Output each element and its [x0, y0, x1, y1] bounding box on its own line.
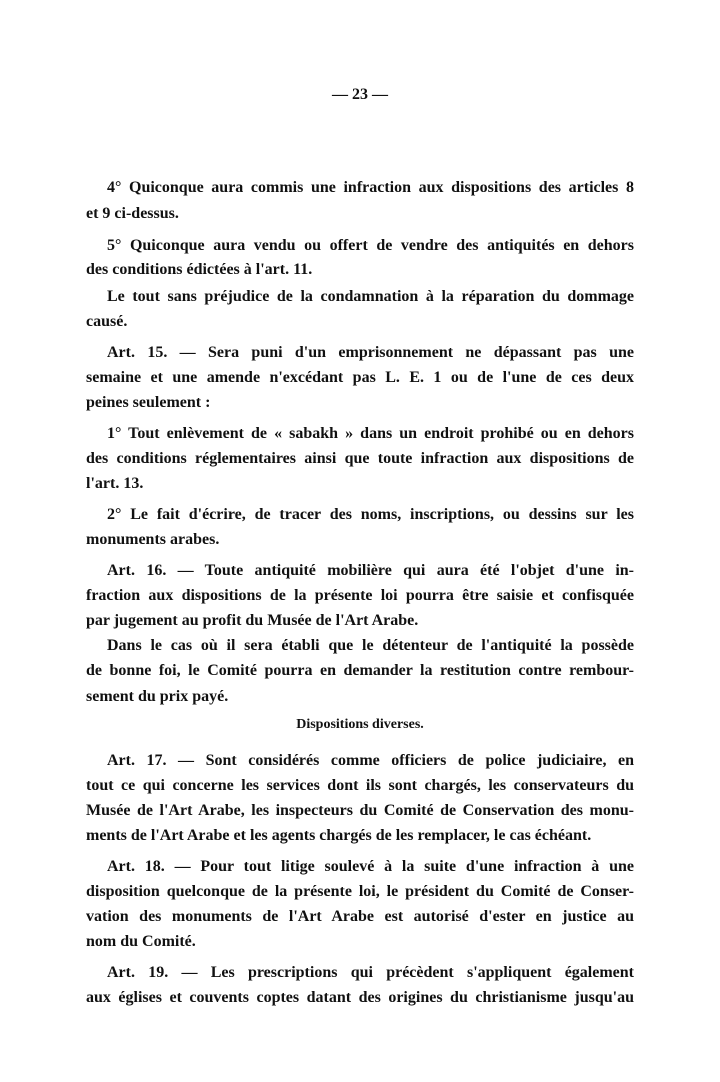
- text-line: nom du Comité.: [86, 933, 196, 950]
- page-number: — 23 —: [332, 86, 388, 103]
- text-line: Art. 19. — Les prescriptions qui précèdent s'appliquent également: [107, 964, 634, 981]
- text-line: 5° Quiconque aura vendu ou offert de vendre des antiquités en dehors: [107, 237, 634, 254]
- text-line: Art. 17. — Sont considérés comme officiers de police judiciaire, en: [107, 752, 634, 769]
- text-line: causé.: [86, 313, 128, 330]
- text-line: Art. 18. — Pour tout litige soulevé à la suite d'une infraction à une: [107, 858, 634, 875]
- text-line: Dans le cas où il sera établi que le détenteur de l'antiquité la possède: [107, 637, 634, 654]
- text-line: 4° Quiconque aura commis une infraction aux dispositions des articles 8: [107, 179, 634, 196]
- text-line: semaine et une amende n'excédant pas L. E. 1 ou de l'une de ces deux: [86, 369, 634, 386]
- text-line: 2° Le fait d'écrire, de tracer des noms, inscriptions, ou dessins sur les: [107, 506, 634, 523]
- text-line: ments de l'Art Arabe et les agents chargés de les remplacer, le cas échéant.: [86, 827, 592, 844]
- text-line: tout ce qui concerne les services dont ils sont chargés, les conservateurs du: [86, 777, 634, 794]
- text-line: Le tout sans préjudice de la condamnation à la réparation du dommage: [107, 288, 634, 305]
- text-line: fraction aux dispositions de la présente loi pourra être saisie et confisquée: [86, 587, 634, 604]
- text-line: par jugement au profit du Musée de l'Art Arabe.: [86, 612, 419, 629]
- section-heading: Dispositions diverses.: [296, 717, 424, 732]
- text-line: de bonne foi, le Comité pourra en demander la restitution contre rembour-: [86, 662, 634, 679]
- text-line: Art. 16. — Toute antiquité mobilière qui aura été l'objet d'une in-: [107, 562, 634, 579]
- text-line: vation des monuments de l'Art Arabe est autorisé d'ester en justice au: [86, 908, 634, 925]
- text-line: aux églises et couvents coptes datant des origines du christianisme jusqu'au: [86, 989, 634, 1006]
- text-line: Art. 15. — Sera puni d'un emprisonnement ne dépassant pas une: [107, 344, 634, 361]
- text-line: peines seulement :: [86, 394, 211, 411]
- text-line: monuments arabes.: [86, 531, 220, 548]
- text-line: des conditions édictées à l'art. 11.: [86, 261, 313, 278]
- text-line: des conditions réglementaires ainsi que toute infraction aux dispositions de: [86, 450, 634, 467]
- text-line: sement du prix payé.: [86, 688, 229, 705]
- text-line: 1° Tout enlèvement de « sabakh » dans un endroit prohibé ou en dehors: [107, 425, 634, 442]
- text-line: Musée de l'Art Arabe, les inspecteurs du Comité de Conservation des monu-: [86, 802, 634, 819]
- text-line: disposition quelconque de la présente loi, le président du Comité de Conser-: [86, 883, 634, 900]
- text-line: l'art. 13.: [86, 475, 144, 492]
- text-line: et 9 ci-dessus.: [86, 205, 179, 222]
